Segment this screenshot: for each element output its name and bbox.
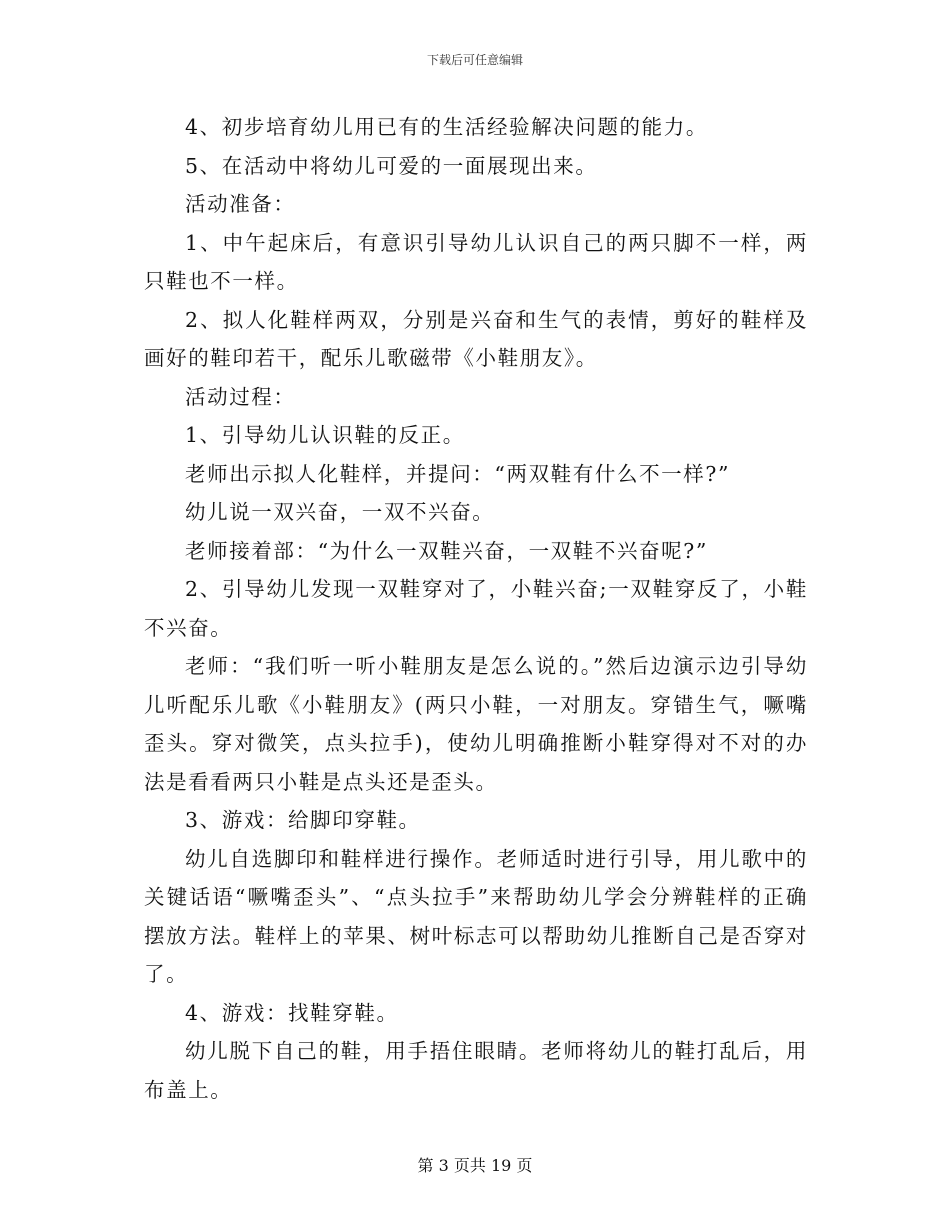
section-heading-preparation: 活动准备： — [185, 192, 296, 216]
section-heading-process: 活动过程： — [185, 384, 296, 409]
paragraph-teacher-question: 老师出示拟人化鞋样，并提问：“两双鞋有什么不一样?” — [185, 461, 731, 486]
paragraph-child-answer: 幼儿说一双兴奋，一双不兴奋。 — [185, 500, 495, 524]
document-body — [144, 108, 808, 1109]
paragraph-step-3-detail: 幼儿自选脚印和鞋样进行操作。老师适时进行引导，用儿歌中的关键话语“噘嘴歪头”、“点头拉手”来帮助幼儿学会分辨鞋样的正确摆放方法。鞋样上的苹果、树叶标志可以帮助幼儿推断自己是否穿对了。 — [144, 846, 808, 986]
paragraph-step-2: 2、引导幼儿发现一双鞋穿对了，小鞋兴奋;一双鞋穿反了，小鞋不兴奋。 — [144, 577, 808, 640]
paragraph-goal-5: 5、在活动中将幼儿可爱的一面展现出来。 — [185, 153, 598, 178]
paragraph-step-1: 1、引导幼儿认识鞋的反正。 — [185, 423, 465, 447]
paragraph-preparation-2: 2、拟人化鞋样两双，分别是兴奋和生气的表情，剪好的鞋样及画好的鞋印若干，配乐儿歌磁带《小鞋朋友》。 — [144, 307, 808, 370]
paragraph-teacher-song: 老师：“我们听一听小鞋朋友是怎么说的。”然后边演示边引导幼儿听配乐儿歌《小鞋朋友》(两只小鞋，一对朋友。穿错生气，噘嘴歪头。穿对微笑，点头拉手)，使幼儿明确推断小鞋穿得对不对的办法是看看两只小鞋是点头还是歪头。 — [144, 654, 808, 794]
paragraph-preparation-1: 1、中午起床后，有意识引导幼儿认识自己的两只脚不一样，两只鞋也不一样。 — [144, 230, 808, 293]
paragraph-step-4-detail: 幼儿脱下自己的鞋，用手捂住眼睛。老师将幼儿的鞋打乱后，用布盖上。 — [144, 1039, 808, 1102]
paragraph-goal-4: 4、初步培育幼儿用已有的生活经验解决问题的能力。 — [185, 115, 708, 139]
paragraph-teacher-followup: 老师接着部：“为什么一双鞋兴奋，一双鞋不兴奋呢?” — [185, 538, 708, 563]
page-header: 下载后可任意编辑 — [426, 53, 523, 67]
paragraph-step-4: 4、游戏：找鞋穿鞋。 — [185, 1000, 399, 1025]
page-number: 第 3 页共 19 页 — [417, 1156, 533, 1175]
paragraph-step-3: 3、游戏：给脚印穿鞋。 — [185, 808, 421, 832]
